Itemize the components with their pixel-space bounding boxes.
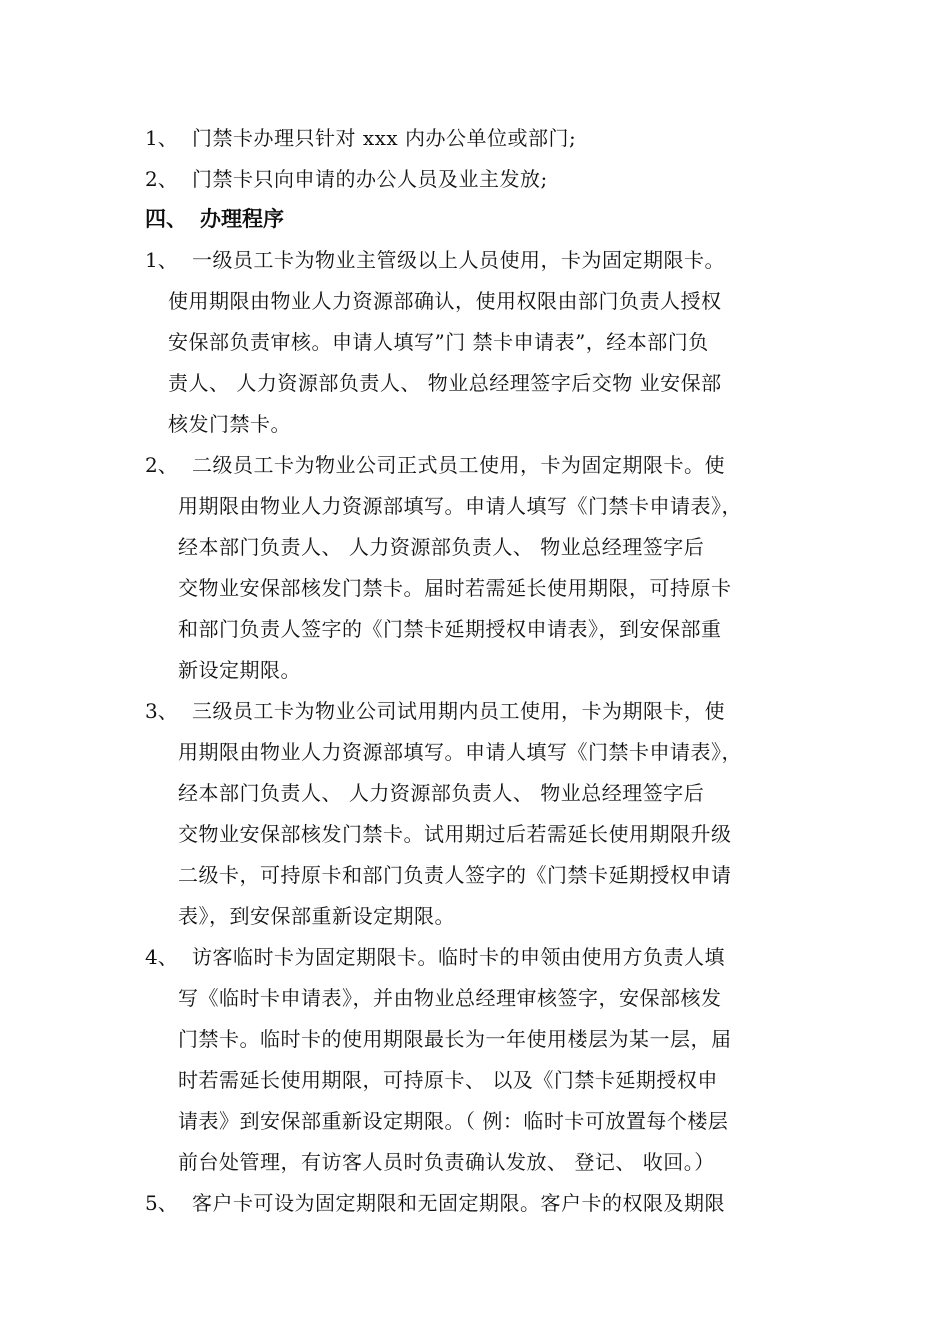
item-4-line-3: 门禁卡。临时卡的使用期限最长为一年使用楼层为某一层，届 [178, 1027, 732, 1051]
item-3-line-4: 交物业安保部核发门禁卡。试用期过后若需延长使用期限升级 [178, 822, 732, 846]
item-4-line-6: 前台处管理，有访客人员时负责确认发放、 登记、 收回。） [178, 1150, 715, 1174]
intro-item-1-text: 门禁卡办理只针对 xxx 内办公单位或部门; [192, 126, 577, 150]
item-3-line-5: 二级卡，可持原卡和部门负责人签字的《门禁卡延期授权申请 [178, 863, 732, 887]
item-1-line-5: 核发门禁卡。 [168, 412, 291, 436]
item-1-line-3: 安保部负责审核。申请人填写”门 禁卡申请表”，经本部门负 [168, 330, 709, 354]
section-number: 四、 [145, 207, 187, 231]
item-1-line-1: 一级员工卡为物业主管级以上人员使用，卡为固定期限卡。 [192, 248, 725, 272]
item-2-line-3: 经本部门负责人、 人力资源部负责人、 物业总经理签字后 [178, 535, 705, 559]
item-4-number: 4、 [145, 945, 178, 969]
item-3-number: 3、 [145, 699, 178, 723]
item-2-line-5: 和部门负责人签字的《门禁卡延期授权申请表》，到安保部重 [178, 617, 722, 641]
item-2-line-1: 二级员工卡为物业公司正式员工使用，卡为固定期限卡。使 [192, 453, 725, 477]
item-2-number: 2、 [145, 453, 178, 477]
intro-item-2-text: 门禁卡只向申请的办公人员及业主发放; [192, 167, 548, 191]
item-3-line-2: 用期限由物业人力资源部填写。申请人填写《门禁卡申请表》， [178, 740, 742, 764]
item-3-line-3: 经本部门负责人、 人力资源部负责人、 物业总经理签字后 [178, 781, 705, 805]
section-title: 办理程序 [200, 207, 284, 231]
item-4-line-1: 访客临时卡为固定期限卡。临时卡的申领由使用方负责人填 [192, 945, 725, 969]
item-2-line-4: 交物业安保部核发门禁卡。届时若需延长使用期限，可持原卡 [178, 576, 732, 600]
item-2-line-6: 新设定期限。 [178, 658, 301, 682]
item-5-line-1: 客户卡可设为固定期限和无固定期限。客户卡的权限及期限 [192, 1191, 725, 1215]
item-1-line-2: 使用期限由物业人力资源部确认，使用权限由部门负责人授权 [168, 289, 722, 313]
item-5-number: 5、 [145, 1191, 178, 1215]
item-1-line-4: 责人、 人力资源部负责人、 物业总经理签字后交物 业安保部 [168, 371, 722, 395]
section-heading [145, 205, 284, 233]
item-4-line-4: 时若需延长使用期限，可持原卡、 以及《门禁卡延期授权申 [178, 1068, 718, 1092]
intro-item-1-number: 1、 [145, 126, 178, 150]
item-3-line-6: 表》，到安保部重新设定期限。 [178, 904, 455, 928]
item-4-line-2: 写《临时卡申请表》，并由物业总经理审核签字，安保部核发 [178, 986, 722, 1010]
item-3-line-1: 三级员工卡为物业公司试用期内员工使用，卡为期限卡，使 [192, 699, 725, 723]
item-4-line-5: 请表》到安保部重新设定期限。（ 例：临时卡可放置每个楼层 [178, 1109, 729, 1133]
item-2-line-2: 用期限由物业人力资源部填写。申请人填写《门禁卡申请表》， [178, 494, 742, 518]
intro-item-2-number: 2、 [145, 167, 178, 191]
item-1-number: 1、 [145, 248, 178, 272]
